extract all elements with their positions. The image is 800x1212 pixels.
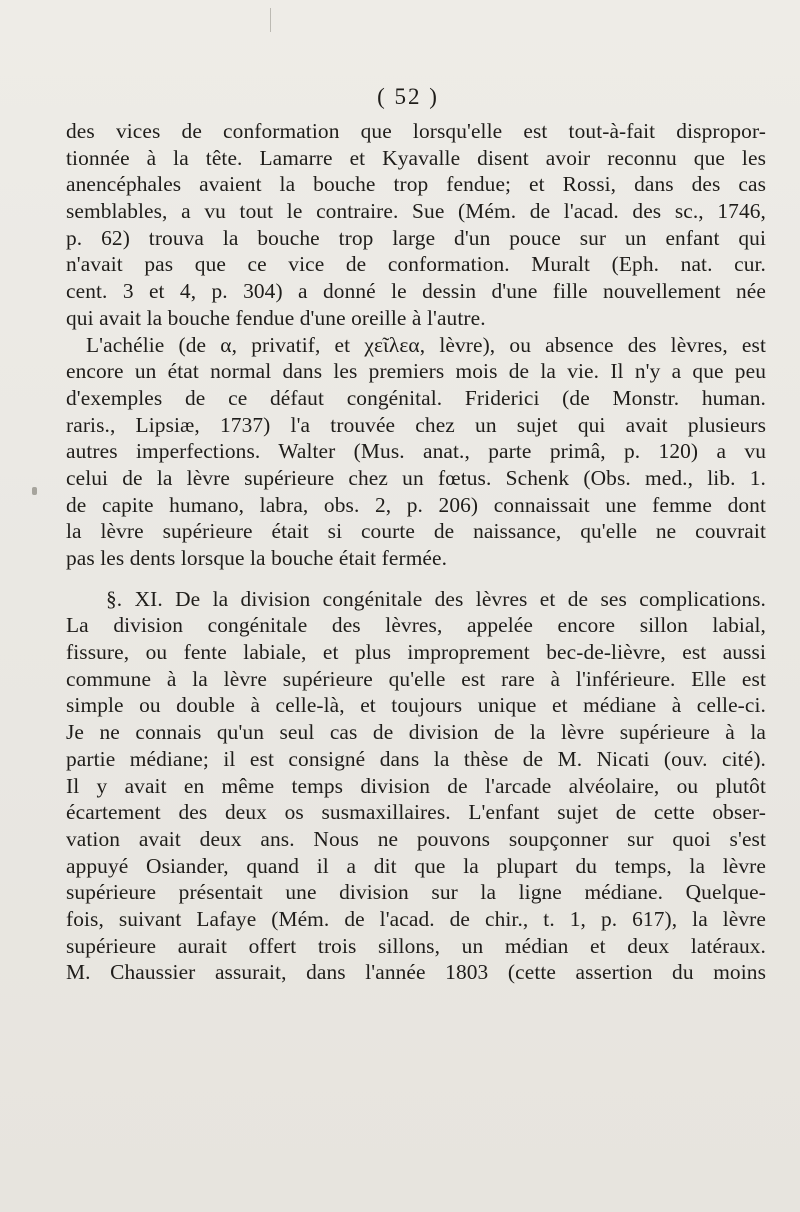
text-line: M. Chaussier assurait, dans l'année 1803 (cette assertion du moins: [66, 960, 766, 985]
text-line: pas les dents lorsque la bouche était fermée.: [66, 546, 448, 570]
text-line: Il y avait en même temps division de l'arcade alvéolaire, ou plutôt: [66, 773, 766, 798]
text-line: L'achélie (de α, privatif, et χεῖλεα, lèvre), ou absence des lèvres, est: [86, 332, 766, 357]
text-line: de capite humano, labra, obs. 2, p. 206) connaissait une femme dont: [66, 492, 766, 517]
scan-speck: [270, 8, 271, 32]
text-line: commune à la lèvre supérieure qu'elle est rare à l'inférieure. Elle est: [66, 666, 766, 691]
text-line: écartement des deux os susmaxillaires. L'enfant sujet de cette obser-: [66, 800, 766, 825]
body-text: [66, 118, 766, 986]
scan-speck: [32, 487, 37, 495]
text-line: la lèvre supérieure était si courte de naissance, qu'elle ne couvrait: [66, 519, 766, 544]
text-line: encore un état normal dans les premiers mois de la vie. Il n'y a que peu: [66, 359, 766, 384]
text-line: n'avait pas que ce vice de conformation. Muralt (Eph. nat. cur.: [66, 252, 766, 277]
text-line: cent. 3 et 4, p. 304) a donné le dessin d'une fille nouvellement née: [66, 279, 766, 304]
text-line: tionnée à la tête. Lamarre et Kyavalle disent avoir reconnu que les: [66, 145, 766, 170]
text-line: La division congénitale des lèvres, appelée encore sillon labial,: [66, 613, 766, 638]
page-number: ( 52 ): [377, 84, 439, 109]
text-line: appuyé Osiander, quand il a dit que la plupart du temps, la lèvre: [66, 853, 766, 878]
text-line: fissure, ou fente labiale, et plus improprement bec-de-lièvre, est aussi: [66, 640, 766, 665]
text-line: des vices de conformation que lorsqu'elle est tout-à-fait dispropor-: [66, 119, 766, 143]
text-line: fois, suivant Lafaye (Mém. de l'acad. de chir., t. 1, p. 617), la lèvre: [66, 906, 766, 931]
text-line: supérieure aurait offert trois sillons, un médian et deux latéraux.: [66, 933, 766, 958]
text-line: raris., Lipsiæ, 1737) l'a trouvée chez un sujet qui avait plusieurs: [66, 412, 766, 437]
text-line: simple ou double à celle-là, et toujours unique et médiane à celle-ci.: [66, 693, 766, 718]
text-line: semblables, a vu tout le contraire. Sue (Mém. de l'acad. des sc., 1746,: [66, 199, 766, 224]
text-line: d'exemples de ce défaut congénital. Friderici (de Monstr. human.: [66, 385, 766, 410]
text-line: Je ne connais qu'un seul cas de division de la lèvre supérieure à la: [66, 720, 766, 745]
text-line: celui de la lèvre supérieure chez un fœtus. Schenk (Obs. med., lib. 1.: [66, 465, 766, 490]
section-heading: §. XI. De la division congénitale des lèvres et de ses complications.: [106, 586, 766, 611]
text-line: qui avait la bouche fendue d'une oreille à l'autre.: [66, 305, 486, 330]
text-line: supérieure présentait une division sur la ligne médiane. Quelque-: [66, 880, 766, 905]
text-line: partie médiane; il est consigné dans la thèse de M. Nicati (ouv. cité).: [66, 746, 766, 771]
text-line: autres imperfections. Walter (Mus. anat., parte primâ, p. 120) a vu: [66, 439, 766, 464]
text-line: p. 62) trouva la bouche trop large d'un pouce sur un enfant qui: [66, 225, 766, 250]
paragraph-gap: [66, 572, 766, 586]
text-line: vation avait deux ans. Nous ne pouvons soupçonner sur quoi s'est: [66, 826, 766, 851]
text-line: anencéphales avaient la bouche trop fendue; et Rossi, dans des cas: [66, 172, 766, 197]
